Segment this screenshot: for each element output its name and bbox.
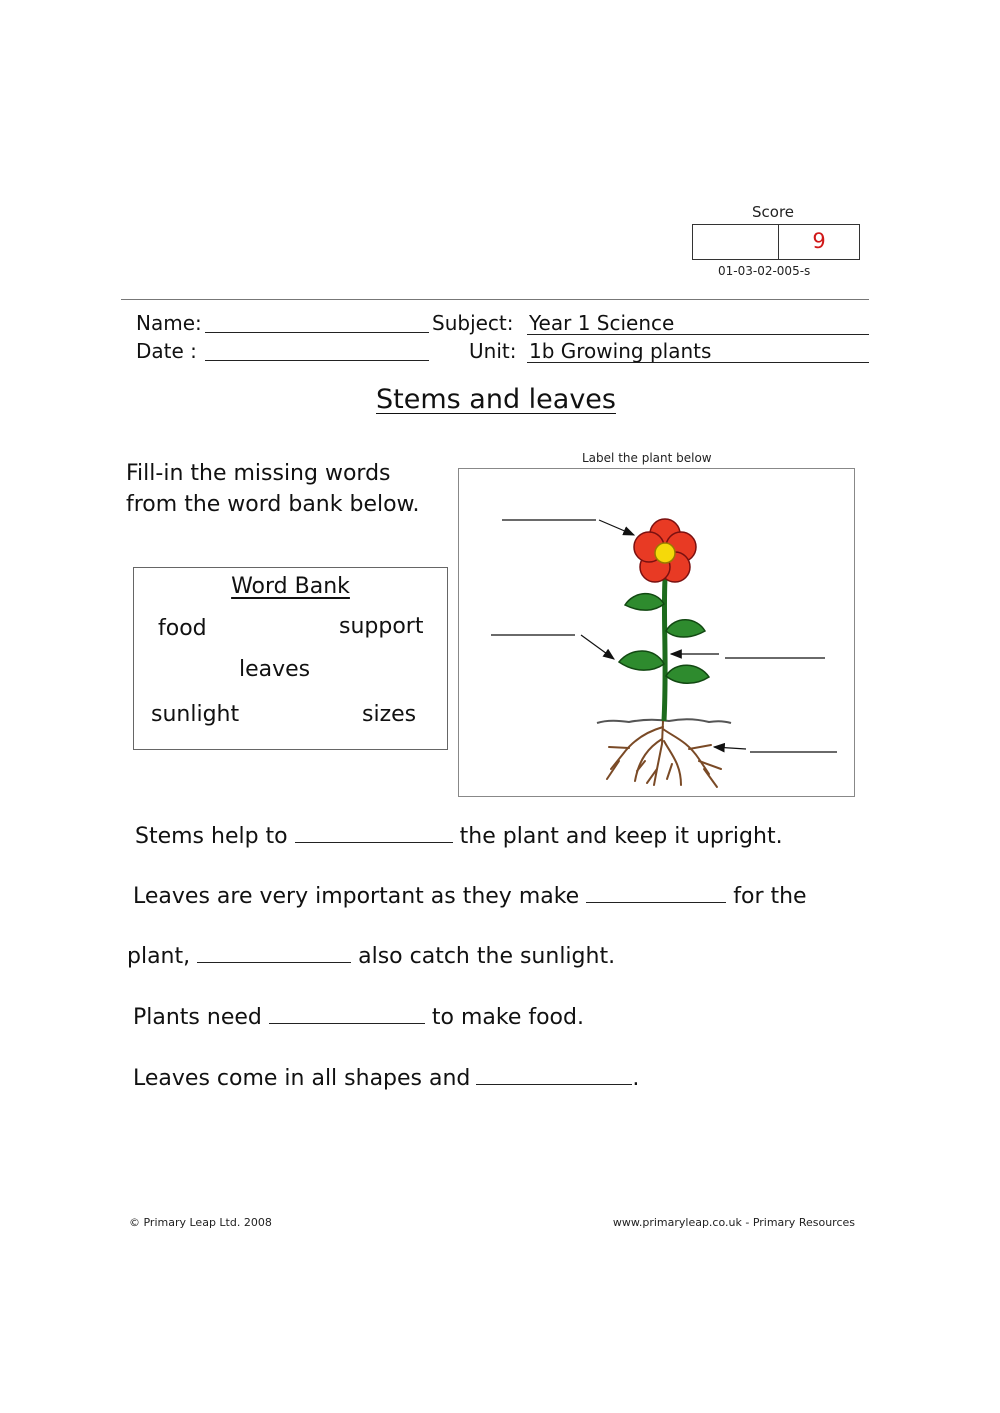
stem xyxy=(664,579,665,721)
unit-value: 1b Growing plants xyxy=(529,339,712,363)
subject-label: Subject: xyxy=(432,311,514,335)
sentence-4-text-b: . xyxy=(632,1066,640,1091)
score-box xyxy=(692,224,860,260)
header-divider xyxy=(121,299,869,300)
instructions-line-2: from the word bank below. xyxy=(126,492,420,517)
word-leaves[interactable]: leaves xyxy=(239,657,311,682)
blank-1[interactable] xyxy=(295,820,453,843)
copyright-footer: © Primary Leap Ltd. 2008 xyxy=(129,1216,272,1229)
plant-diagram xyxy=(458,468,855,797)
subject-value: Year 1 Science xyxy=(529,311,675,335)
page-title xyxy=(0,384,992,415)
sentence-3-text-b: to make food. xyxy=(431,1005,584,1030)
instructions xyxy=(126,458,456,520)
score-label: Score xyxy=(752,203,795,221)
name-label: Name: xyxy=(136,311,202,335)
word-support[interactable]: support xyxy=(339,614,424,639)
flower xyxy=(634,519,696,582)
page-title-text: Stems and leaves xyxy=(376,384,616,415)
plant-illustration xyxy=(459,469,856,798)
sentence-2-text-a: Leaves are very important as they make xyxy=(133,884,580,909)
sentence-2-text-c: plant, xyxy=(127,944,191,969)
sentence-1-text-a: Stems help to xyxy=(135,824,288,849)
blank-2[interactable] xyxy=(586,880,726,903)
word-bank-title xyxy=(134,574,447,599)
word-bank xyxy=(133,567,448,750)
word-bank-title-text: Word Bank xyxy=(231,574,350,599)
unit-label: Unit: xyxy=(469,339,517,363)
blank-5[interactable] xyxy=(476,1062,632,1085)
worksheet-code: 01-03-02-005-s xyxy=(718,264,811,278)
sentence-1-text-b: the plant and keep it upright. xyxy=(459,824,783,849)
subject-underline xyxy=(527,334,869,335)
word-sizes[interactable]: sizes xyxy=(362,702,417,727)
blank-3[interactable] xyxy=(197,940,351,963)
sentence-4 xyxy=(133,1062,639,1091)
website-footer: www.primaryleap.co.uk - Primary Resources xyxy=(612,1216,855,1229)
sentence-2-text-b: for the xyxy=(733,884,807,909)
sentence-2-text-d: also catch the sunlight. xyxy=(358,944,616,969)
roots xyxy=(607,721,721,787)
sentence-4-text-a: Leaves come in all shapes and xyxy=(133,1066,471,1091)
sentence-3-text-a: Plants need xyxy=(133,1005,262,1030)
date-label: Date : xyxy=(136,339,197,363)
sentence-2-line-1 xyxy=(133,880,807,909)
sentence-3 xyxy=(133,1001,584,1030)
sentence-1 xyxy=(135,820,783,849)
blank-4[interactable] xyxy=(269,1001,425,1024)
word-food[interactable]: food xyxy=(158,616,207,641)
diagram-caption: Label the plant below xyxy=(582,451,712,465)
name-field[interactable] xyxy=(205,332,429,333)
sentence-2-line-2 xyxy=(127,940,615,969)
unit-underline xyxy=(527,362,869,363)
instructions-line-1: Fill-in the missing words xyxy=(126,461,391,486)
score-value: 9 xyxy=(812,229,826,253)
word-sunlight[interactable]: sunlight xyxy=(151,702,240,727)
date-field[interactable] xyxy=(205,360,429,361)
